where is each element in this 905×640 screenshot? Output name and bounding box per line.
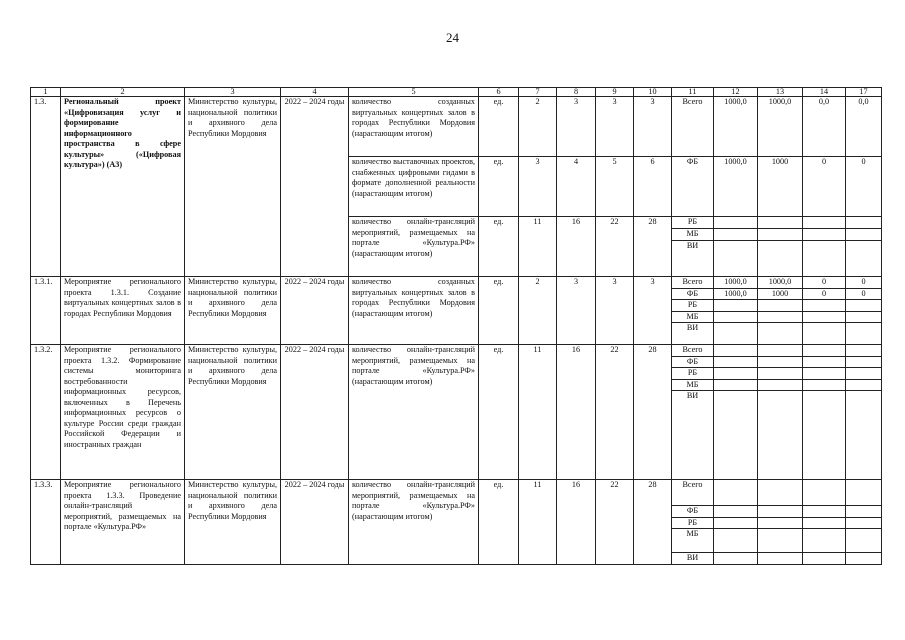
column-header: 3	[185, 88, 281, 97]
row-number: 1.3.	[31, 97, 61, 277]
project-name: Мероприятие регионального проекта 1.3.2. Формирование системы мониторинга востребованности информационных ресурсов, включенных в Перечень информационных ресурсов о культуре России среди граждан Российской Федерации и иностранных граждан	[61, 345, 185, 480]
finance-amount	[846, 517, 882, 529]
table-row	[31, 97, 882, 109]
table-row	[31, 480, 882, 493]
indicator-value: 28	[634, 480, 672, 565]
finance-amount	[846, 553, 882, 565]
finance-amount	[803, 217, 846, 229]
period: 2022 – 2024 годы	[281, 97, 349, 277]
header-row	[31, 88, 882, 97]
indicator-value: 22	[596, 480, 634, 565]
finance-amount	[846, 391, 882, 480]
column-header: 1	[31, 88, 61, 97]
finance-amount	[803, 379, 846, 391]
finance-amount	[803, 323, 846, 345]
finance-amount	[846, 241, 882, 277]
indicator-text: количество онлайн-трансляций мероприятий, размещаемых на портале «Культура.РФ» (нарастающим итогом)	[349, 345, 479, 480]
finance-amount	[846, 379, 882, 391]
indicator-unit: ед.	[479, 97, 519, 157]
finance-amount: 1000,0	[758, 277, 803, 289]
finance-source: МБ	[672, 529, 714, 553]
indicator-value: 3	[596, 97, 634, 157]
column-header: 17	[846, 88, 882, 97]
project-name: Региональный проект «Цифровизация услуг и формирование информационного пространства в сфере культуры» («Цифровая культура») (А3)	[61, 97, 185, 277]
indicator-text: количество выставочных проектов, снабженных цифровыми гидами в формате дополненной реальности (нарастающим итогом)	[349, 157, 479, 217]
indicator-unit: ед.	[479, 277, 519, 345]
indicator-value: 3	[557, 97, 596, 157]
finance-amount: 1000,0	[714, 288, 758, 300]
finance-amount	[803, 517, 846, 529]
finance-source: МБ	[672, 379, 714, 391]
finance-amount	[846, 356, 882, 368]
indicator-value: 2	[519, 277, 557, 345]
finance-amount	[758, 553, 803, 565]
indicator-value: 28	[634, 345, 672, 480]
finance-amount	[846, 311, 882, 323]
finance-amount	[803, 506, 846, 518]
finance-amount	[758, 345, 803, 357]
finance-source: МБ	[672, 229, 714, 241]
column-header: 7	[519, 88, 557, 97]
finance-source: ВИ	[672, 553, 714, 565]
responsible-org: Министерство культуры, национальной политики и архивного дела Республики Мордовия	[185, 97, 281, 277]
finance-amount	[803, 391, 846, 480]
finance-amount	[758, 368, 803, 380]
finance-amount	[714, 323, 758, 345]
indicator-value: 16	[557, 480, 596, 565]
column-header: 11	[672, 88, 714, 97]
finance-amount	[803, 311, 846, 323]
indicator-value: 4	[557, 157, 596, 217]
finance-source: ФБ	[672, 506, 714, 518]
finance-amount	[758, 480, 803, 506]
indicator-value: 11	[519, 217, 557, 277]
finance-amount	[758, 217, 803, 229]
finance-amount	[758, 356, 803, 368]
finance-amount	[803, 356, 846, 368]
finance-amount	[758, 241, 803, 277]
finance-source: Всего	[672, 277, 714, 289]
page-number: 24	[446, 30, 459, 45]
finance-amount: 0	[803, 157, 846, 217]
finance-amount	[714, 379, 758, 391]
finance-amount	[714, 553, 758, 565]
indicator-value: 5	[596, 157, 634, 217]
finance-amount: 0	[846, 277, 882, 289]
indicator-value: 3	[596, 277, 634, 345]
indicator-text: количество онлайн-трансляций мероприятий, размещаемых на портале «Культура.РФ» (нарастающим итогом)	[349, 480, 479, 565]
finance-source: РБ	[672, 517, 714, 529]
column-header: 13	[758, 88, 803, 97]
finance-amount	[846, 368, 882, 380]
column-header: 8	[557, 88, 596, 97]
finance-source: ФБ	[672, 356, 714, 368]
indicator-value: 3	[557, 277, 596, 345]
table-row	[31, 345, 882, 357]
finance-amount: 1000,0	[714, 157, 758, 217]
indicator-value: 11	[519, 480, 557, 565]
column-header: 14	[803, 88, 846, 97]
row-number: 1.3.3.	[31, 480, 61, 565]
finance-amount	[846, 300, 882, 312]
column-header: 4	[281, 88, 349, 97]
finance-amount	[714, 506, 758, 518]
finance-amount	[846, 345, 882, 357]
finance-amount	[758, 229, 803, 241]
finance-amount: 0	[846, 157, 882, 217]
indicator-value: 2	[519, 97, 557, 157]
finance-amount: 0	[803, 277, 846, 289]
finance-amount	[846, 480, 882, 506]
finance-source: РБ	[672, 300, 714, 312]
finance-amount	[714, 345, 758, 357]
finance-source: РБ	[672, 217, 714, 229]
project-name: Мероприятие регионального проекта 1.3.1. Создание виртуальных концертных залов в городах Республики Мордовия	[61, 277, 185, 345]
indicator-unit: ед.	[479, 480, 519, 565]
finance-amount	[714, 217, 758, 229]
finance-amount	[846, 229, 882, 241]
indicator-value: 22	[596, 345, 634, 480]
finance-amount	[714, 229, 758, 241]
finance-amount	[803, 368, 846, 380]
finance-source: ФБ	[672, 157, 714, 217]
finance-amount	[803, 529, 846, 553]
indicator-unit: ед.	[479, 157, 519, 217]
finance-amount	[758, 506, 803, 518]
responsible-org: Министерство культуры, национальной политики и архивного дела Республики Мордовия	[185, 277, 281, 345]
finance-source: Всего	[672, 97, 714, 157]
finance-amount	[714, 517, 758, 529]
finance-amount	[758, 311, 803, 323]
indicator-value: 16	[557, 217, 596, 277]
finance-amount	[758, 517, 803, 529]
finance-amount	[846, 217, 882, 229]
column-header: 6	[479, 88, 519, 97]
indicator-value: 6	[634, 157, 672, 217]
finance-amount	[714, 368, 758, 380]
period: 2022 – 2024 годы	[281, 480, 349, 565]
finance-source: ВИ	[672, 241, 714, 277]
finance-source: Всего	[672, 345, 714, 357]
indicator-text: количество созданных виртуальных концертных залов в городах Республики Мордовия (нарастающим итогом)	[349, 97, 479, 157]
indicator-unit: ед.	[479, 217, 519, 277]
finance-amount	[846, 323, 882, 345]
finance-amount	[803, 241, 846, 277]
finance-amount	[714, 311, 758, 323]
finance-amount	[714, 480, 758, 506]
finance-amount	[758, 391, 803, 480]
column-header: 10	[634, 88, 672, 97]
indicator-text: количество созданных виртуальных концертных залов в городах Республики Мордовия (нарастающим итогом)	[349, 277, 479, 345]
indicator-value: 3	[519, 157, 557, 217]
column-header: 2	[61, 88, 185, 97]
finance-amount: 1000,0	[714, 97, 758, 157]
finance-amount: 0,0	[803, 97, 846, 157]
finance-amount: 1000,0	[714, 277, 758, 289]
finance-amount	[714, 391, 758, 480]
indicator-value: 28	[634, 217, 672, 277]
project-name: Мероприятие регионального проекта 1.3.3. Проведение онлайн-трансляций мероприятий, размещаемых на портале «Культура.РФ»	[61, 480, 185, 565]
column-header: 9	[596, 88, 634, 97]
period: 2022 – 2024 годы	[281, 345, 349, 480]
finance-amount	[714, 356, 758, 368]
indicator-value: 3	[634, 277, 672, 345]
finance-amount	[758, 529, 803, 553]
finance-amount: 0,0	[846, 97, 882, 157]
finance-amount	[803, 300, 846, 312]
indicator-value: 16	[557, 345, 596, 480]
indicator-value: 11	[519, 345, 557, 480]
finance-amount	[803, 229, 846, 241]
finance-amount	[714, 529, 758, 553]
finance-amount: 0	[846, 288, 882, 300]
finance-amount	[714, 300, 758, 312]
finance-amount: 0	[803, 288, 846, 300]
table-row	[31, 277, 882, 289]
row-number: 1.3.1.	[31, 277, 61, 345]
finance-amount	[846, 506, 882, 518]
indicator-value: 3	[634, 97, 672, 157]
finance-amount	[803, 553, 846, 565]
responsible-org: Министерство культуры, национальной политики и архивного дела Республики Мордовия	[185, 345, 281, 480]
finance-source: Всего	[672, 480, 714, 506]
finance-amount: 1000,0	[758, 97, 803, 157]
finance-amount	[758, 323, 803, 345]
finance-amount	[758, 300, 803, 312]
indicator-value: 22	[596, 217, 634, 277]
finance-amount	[803, 345, 846, 357]
finance-source: ВИ	[672, 391, 714, 480]
program-table	[30, 87, 882, 565]
finance-source: ВИ	[672, 323, 714, 345]
responsible-org: Министерство культуры, национальной политики и архивного дела Республики Мордовия	[185, 480, 281, 565]
finance-amount	[758, 379, 803, 391]
indicator-text: количество онлайн-трансляций мероприятий, размещаемых на портале «Культура.РФ» (нарастающим итогом)	[349, 217, 479, 277]
row-number: 1.3.2.	[31, 345, 61, 480]
finance-amount	[846, 529, 882, 553]
finance-amount	[714, 241, 758, 277]
column-header: 12	[714, 88, 758, 97]
column-header: 5	[349, 88, 479, 97]
period: 2022 – 2024 годы	[281, 277, 349, 345]
finance-amount: 1000	[758, 157, 803, 217]
indicator-unit: ед.	[479, 345, 519, 480]
finance-amount: 1000	[758, 288, 803, 300]
finance-source: ФБ	[672, 288, 714, 300]
finance-source: РБ	[672, 368, 714, 380]
finance-amount	[803, 480, 846, 506]
finance-source: МБ	[672, 311, 714, 323]
